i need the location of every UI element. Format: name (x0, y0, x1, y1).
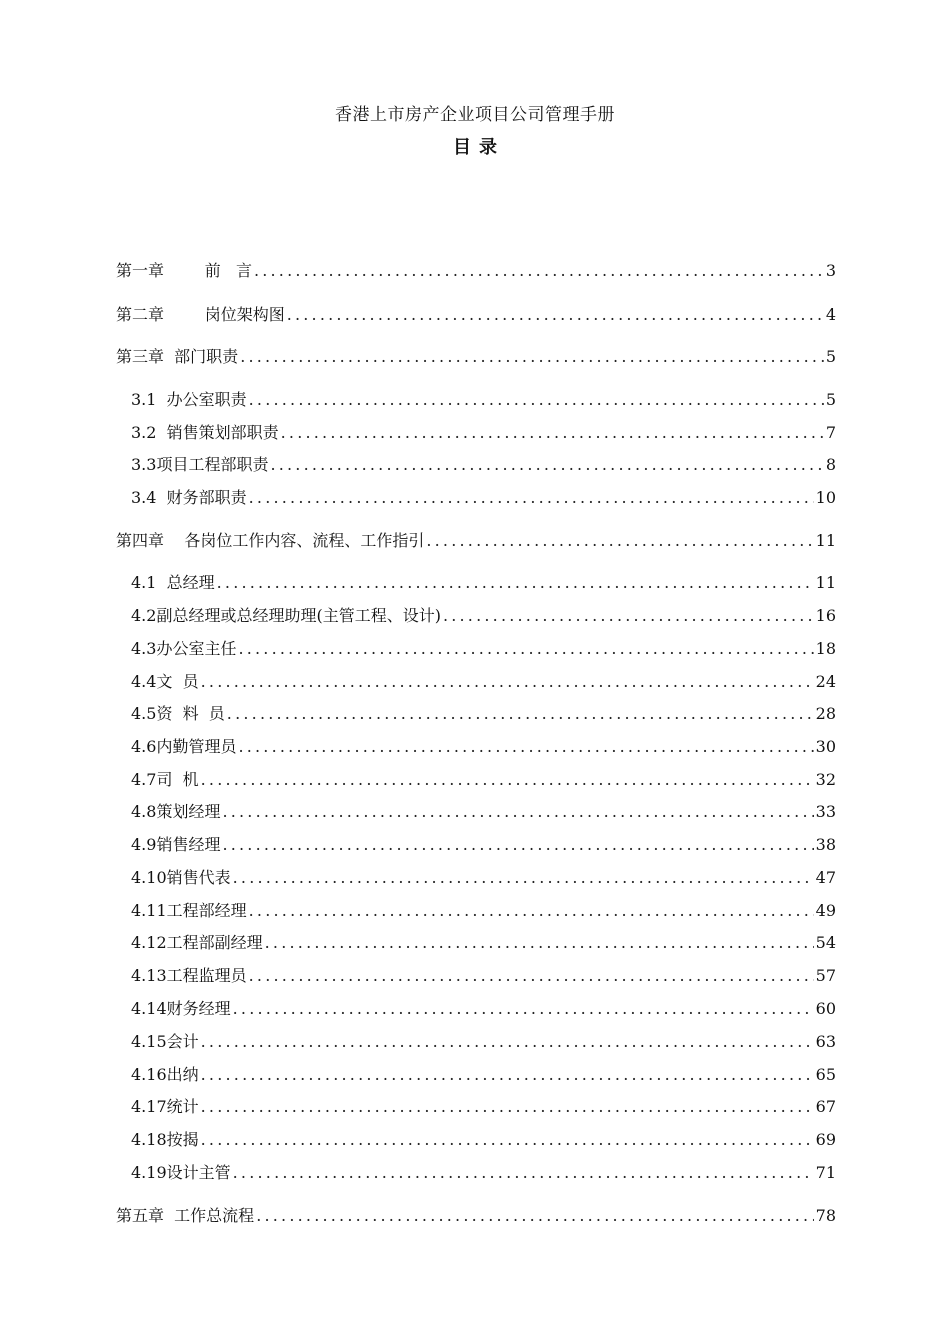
toc-entry-label: 4.5资 料 员 (131, 704, 225, 723)
toc-entry[interactable] (131, 866, 836, 890)
toc-leader-dots (256, 1204, 813, 1228)
toc-leader-dots (233, 1161, 814, 1185)
toc-page-number: 67 (815, 1097, 836, 1116)
toc-entry-label: 4.9销售经理 (131, 835, 221, 854)
toc-leader-dots (201, 1095, 814, 1119)
toc-leader-dots (233, 997, 814, 1021)
toc-leader-dots (249, 964, 814, 988)
toc-page-number: 54 (815, 933, 836, 952)
toc-entry-label: 第二章 岗位架构图 (116, 305, 285, 324)
toc-leader-dots (270, 453, 823, 477)
toc-page-number: 5 (825, 347, 836, 366)
toc-leader-dots (201, 1063, 814, 1087)
toc-leader-dots (426, 529, 813, 553)
toc-leader-dots (201, 1128, 814, 1152)
toc-page-number: 3 (825, 261, 836, 280)
toc-entry-label: 3.4 财务部职责 (131, 488, 247, 507)
toc-page-number: 24 (815, 672, 836, 691)
toc-entry[interactable] (131, 453, 836, 477)
toc-entry[interactable] (131, 964, 836, 988)
toc-page-number: 4 (825, 305, 836, 324)
toc-page-number: 10 (815, 488, 836, 507)
toc-leader-dots (249, 388, 824, 412)
toc-page-number: 65 (815, 1065, 836, 1084)
toc-entry[interactable] (131, 735, 836, 759)
toc-entry[interactable] (131, 486, 836, 510)
toc-leader-dots (240, 345, 824, 369)
toc-entry[interactable] (131, 931, 836, 955)
toc-heading-char: 目 (453, 137, 471, 158)
toc-leader-dots (222, 833, 813, 857)
toc-entry[interactable] (131, 1095, 836, 1119)
toc-page-number: 32 (815, 770, 836, 789)
toc-entry[interactable] (131, 833, 836, 857)
toc-entry[interactable] (131, 800, 836, 824)
toc-leader-dots (201, 768, 814, 792)
toc-entry-label: 第四章 各岗位工作内容、流程、工作指引 (116, 531, 425, 550)
toc-page-number: 33 (815, 802, 836, 821)
toc-entry[interactable] (116, 529, 836, 553)
toc-page-number: 71 (815, 1163, 836, 1182)
toc-entry-label: 第五章 工作总流程 (116, 1206, 255, 1225)
toc-entry-label: 3.1 办公室职责 (131, 390, 247, 409)
toc-page-number: 47 (815, 868, 836, 887)
toc-entry[interactable] (116, 345, 836, 369)
toc-leader-dots (254, 259, 824, 283)
toc-entry[interactable] (131, 1063, 836, 1087)
toc-entry[interactable] (131, 637, 836, 661)
toc-entry[interactable] (116, 1204, 836, 1228)
toc-entry-label: 3.3项目工程部职责 (131, 455, 269, 474)
toc-page-number: 78 (815, 1206, 836, 1225)
toc-page-number: 63 (815, 1032, 836, 1051)
toc-entry[interactable] (131, 571, 836, 595)
toc-page-number: 11 (815, 573, 836, 592)
toc-entry-label: 4.14财务经理 (131, 999, 231, 1018)
toc-leader-dots (238, 735, 813, 759)
toc-leader-dots (287, 303, 824, 327)
toc-entry-label: 4.6内勤管理员 (131, 737, 237, 756)
toc-entry[interactable] (131, 1128, 836, 1152)
toc-entry-label: 4.11工程部经理 (131, 901, 247, 920)
toc-page-number: 18 (815, 639, 836, 658)
toc-entry[interactable] (131, 670, 836, 694)
toc-entry-label: 4.1 总经理 (131, 573, 215, 592)
toc-entry-label: 4.2副总经理或总经理助理(主管工程、设计) (131, 606, 441, 625)
toc-leader-dots (201, 1030, 814, 1054)
toc-page-number: 60 (815, 999, 836, 1018)
toc-page-number: 69 (815, 1130, 836, 1149)
toc-page-number: 49 (815, 901, 836, 920)
toc-entry-label: 4.12工程部副经理 (131, 933, 263, 952)
toc-page-number: 30 (815, 737, 836, 756)
toc-leader-dots (238, 637, 813, 661)
toc-entry-label: 4.19设计主管 (131, 1163, 231, 1182)
toc-leader-dots (222, 800, 813, 824)
toc-entry[interactable] (131, 421, 836, 445)
toc-entry-label: 4.18按揭 (131, 1130, 199, 1149)
toc-leader-dots (443, 604, 814, 628)
toc-entry-label: 4.13工程监理员 (131, 966, 247, 985)
toc-page-number: 7 (825, 423, 836, 442)
toc-entry[interactable] (116, 259, 836, 283)
toc-entry[interactable] (131, 899, 836, 923)
toc-entry[interactable] (131, 604, 836, 628)
toc-page-number: 38 (815, 835, 836, 854)
toc-entry-label: 3.2 销售策划部职责 (131, 423, 279, 442)
toc-entry-label: 4.10销售代表 (131, 868, 231, 887)
toc-entry[interactable] (131, 1161, 836, 1185)
toc-leader-dots (249, 486, 814, 510)
toc-leader-dots (265, 931, 814, 955)
toc-entry[interactable] (131, 702, 836, 726)
toc-leader-dots (227, 702, 814, 726)
toc-entry-label: 4.7司 机 (131, 770, 199, 789)
toc-entry-label: 4.3办公室主任 (131, 639, 237, 658)
toc-entry-label: 第三章 部门职责 (116, 347, 239, 366)
toc-entry[interactable] (116, 303, 836, 327)
toc-leader-dots (217, 571, 814, 595)
toc-entry[interactable] (131, 997, 836, 1021)
toc-page-number: 57 (815, 966, 836, 985)
document-title: 香港上市房产企业项目公司管理手册 (335, 105, 615, 125)
toc-page-number: 28 (815, 704, 836, 723)
toc-entry[interactable] (131, 1030, 836, 1054)
toc-leader-dots (249, 899, 814, 923)
toc-heading-char: 录 (479, 137, 497, 158)
toc-entry-label: 4.16出纳 (131, 1065, 199, 1084)
toc-page-number: 5 (825, 390, 836, 409)
toc-entry[interactable] (131, 388, 836, 412)
toc-page-number: 16 (815, 606, 836, 625)
toc-entry-label: 4.15会计 (131, 1032, 199, 1051)
toc-leader-dots (233, 866, 814, 890)
toc-entry-label: 4.8策划经理 (131, 802, 221, 821)
toc-entry[interactable] (131, 768, 836, 792)
toc-entry-label: 第一章 前 言 (116, 261, 252, 280)
toc-page-number: 11 (815, 531, 836, 550)
toc-page-number: 8 (825, 455, 836, 474)
toc-entry-label: 4.4文 员 (131, 672, 199, 691)
toc-entry-label: 4.17统计 (131, 1097, 199, 1116)
toc-leader-dots (281, 421, 824, 445)
toc-leader-dots (201, 670, 814, 694)
